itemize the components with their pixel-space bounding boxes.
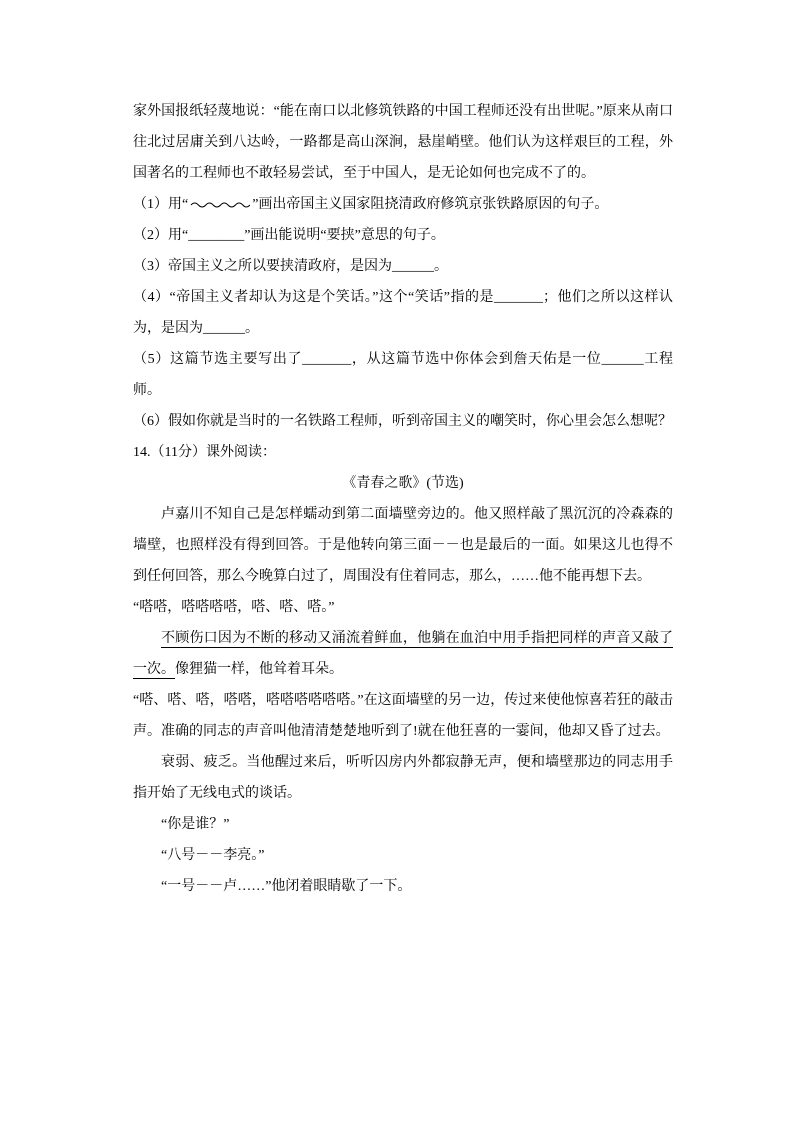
dialogue-line-who-are-you: “你是谁？”: [161, 817, 230, 832]
section-14-heading: 14.（11分）课外阅读：: [133, 445, 276, 460]
question-6: （6）假如你就是当时的一名铁路工程师，听到帝国主义的嘲笑时，你心里会怎么想呢？: [133, 414, 672, 429]
question-5: （5）这篇节选主要写出了_______，从这篇节选中你体会到詹天佑是一位______工程师。: [133, 352, 673, 398]
reading-passage-continuation: 家外国报纸轻蔑地说：“能在南口以北修筑铁路的中国工程师还没有出世呢。”原来从南口往北过居庸关到八达岭，一路都是高山深涧，悬崖峭壁。他们认为这样艰巨的工程，外国著名的工程师也不敢轻易尝试，至于中国人，是无论如何也完成不了的。: [133, 104, 673, 181]
underlined-sentence: 不顾伤口因为不断的移动又涌流着鲜血，他躺在血泊中用手指把同样的声音又敲了一次。: [133, 631, 673, 677]
question-1-prefix: （1）用“: [133, 197, 189, 212]
dialogue-line-number-one: “一号－－卢……”他闭着眼睛歇了一下。: [161, 879, 412, 894]
passage-paragraph-2: [133, 623, 673, 685]
question-3: （3）帝国主义之所以要挟清政府，是因为______。: [133, 259, 448, 274]
wavy-line-blank: [190, 198, 250, 208]
passage-paragraph-1: 卢嘉川不知自己是怎样蠕动到第二面墙壁旁边的。他又照样敲了黑沉沉的冷森森的墙壁，也照样没有得到回答。于是他转向第三面－－也是最后的一面。如果这儿也得不到任何回答，那么今晚算白过了，周围没有住着同志，那么，……他不能再想下去。: [133, 507, 673, 584]
passage-title: 《青春之歌》(节选): [342, 476, 464, 491]
dialogue-line-taps-1: “嗒嗒，嗒嗒嗒嗒，嗒、嗒、嗒。”: [133, 600, 335, 615]
passage-paragraph-3: “嗒、嗒、嗒，嗒嗒，嗒嗒嗒嗒嗒嗒。”在这面墙壁的另一边，传过来使他惊喜若狂的敲击声。准确的同志的声音叫他清清楚楚地听到了!就在他狂喜的一霎间，他却又昏了过去。: [133, 693, 673, 739]
passage-paragraph-2-rest: 像狸猫一样，他耸着耳朵。: [175, 662, 343, 677]
document-content: [133, 96, 673, 902]
question-1-suffix: ”画出帝国主义国家阻挠清政府修筑京张铁路原因的句子。: [252, 197, 609, 212]
passage-paragraph-4: 衰弱、疲乏。当他醒过来后，听听囚房内外都寂静无声，便和墙壁那边的同志用手指开始了无线电式的谈话。: [133, 755, 673, 801]
question-2: （2）用“________”画出能说明“要挟”意思的句子。: [133, 228, 445, 243]
dialogue-line-number-eight: “八号－－李亮。”: [161, 848, 265, 863]
question-4: （4）“帝国主义者却认为这是个笑话。”这个“笑话”指的是_______；他们之所以这样认为，是因为______。: [133, 290, 673, 336]
question-1: [133, 189, 673, 220]
